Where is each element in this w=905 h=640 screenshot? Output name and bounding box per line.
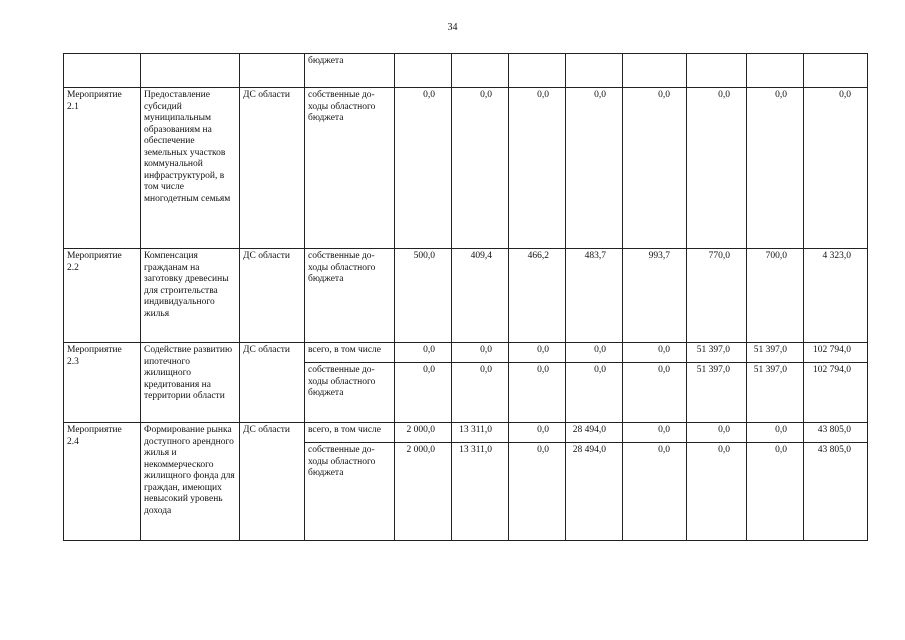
cell-code: Мероприятие 2.2 xyxy=(64,249,141,343)
cell-executor: ДС области xyxy=(240,249,305,343)
cell-value: 0,0 xyxy=(509,443,566,541)
cell-source: собственные до- ходы областного бюджета xyxy=(305,363,395,423)
cell-value: 0,0 xyxy=(623,423,687,443)
continuation-row xyxy=(64,54,868,88)
cell-value: 0,0 xyxy=(395,88,452,249)
cell-value: 0,0 xyxy=(687,443,747,541)
cell-value: 0,0 xyxy=(452,88,509,249)
cell-value: 2 000,0 xyxy=(395,443,452,541)
cell-value xyxy=(509,54,566,88)
table-row xyxy=(64,88,868,249)
page-number: 34 xyxy=(447,22,458,33)
cell-value: 0,0 xyxy=(623,443,687,541)
cell-value: 102 794,0 xyxy=(804,343,868,363)
cell-value: 0,0 xyxy=(623,88,687,249)
cell-value: 43 805,0 xyxy=(804,443,868,541)
cell-value: 409,4 xyxy=(452,249,509,343)
cell-value: 0,0 xyxy=(509,343,566,363)
cell-value xyxy=(623,54,687,88)
cell-executor: ДС области xyxy=(240,423,305,541)
cell-source: собственные до- ходы областного бюджета xyxy=(305,88,395,249)
cell-value: 0,0 xyxy=(395,363,452,423)
cell-value: 102 794,0 xyxy=(804,363,868,423)
cell-name: Компенсация гражданам на заготовку древесины для строительства индивидуального жилья xyxy=(141,249,240,343)
cell-value: 0,0 xyxy=(747,443,804,541)
cell-value: 13 311,0 xyxy=(452,443,509,541)
cell-value: 51 397,0 xyxy=(687,363,747,423)
cell-value: 13 311,0 xyxy=(452,423,509,443)
cell-source: всего, в том числе xyxy=(305,343,395,363)
cell-source: собственные до- ходы областного бюджета xyxy=(305,249,395,343)
cell-code: Мероприятие 2.3 xyxy=(64,343,141,423)
cell-value: 0,0 xyxy=(452,363,509,423)
cell-value: 0,0 xyxy=(509,423,566,443)
cell-value xyxy=(395,54,452,88)
cell-executor: ДС области xyxy=(240,88,305,249)
cell-executor xyxy=(240,54,305,88)
budget-table xyxy=(63,53,868,541)
cell-value: 0,0 xyxy=(509,363,566,423)
cell-value: 4 323,0 xyxy=(804,249,868,343)
cell-value: 500,0 xyxy=(395,249,452,343)
cell-value: 770,0 xyxy=(687,249,747,343)
table-row xyxy=(64,249,868,343)
cell-value: 28 494,0 xyxy=(566,443,623,541)
cell-value xyxy=(747,54,804,88)
cell-value: 0,0 xyxy=(687,423,747,443)
cell-source: всего, в том числе xyxy=(305,423,395,443)
cell-code xyxy=(64,54,141,88)
cell-value: 0,0 xyxy=(747,88,804,249)
cell-value: 0,0 xyxy=(452,343,509,363)
cell-value: 993,7 xyxy=(623,249,687,343)
cell-value: 0,0 xyxy=(566,363,623,423)
cell-value xyxy=(452,54,509,88)
cell-value: 0,0 xyxy=(395,343,452,363)
cell-name: Содействие развитию ипотечного жилищного кредитования на территории области xyxy=(141,343,240,423)
cell-value: 2 000,0 xyxy=(395,423,452,443)
cell-name: Формирование рынка доступного арендного жилья и некоммерческого жилищного фонда для граждан, имеющих невысокий уровень дохода xyxy=(141,423,240,541)
cell-name xyxy=(141,54,240,88)
cell-source: собственные до- ходы областного бюджета xyxy=(305,443,395,541)
cell-value: 51 397,0 xyxy=(687,343,747,363)
cell-value: 51 397,0 xyxy=(747,363,804,423)
cell-value: 466,2 xyxy=(509,249,566,343)
cell-value: 51 397,0 xyxy=(747,343,804,363)
cell-code: Мероприятие 2.1 xyxy=(64,88,141,249)
cell-value: 0,0 xyxy=(509,88,566,249)
cell-executor: ДС области xyxy=(240,343,305,423)
cell-value: 0,0 xyxy=(623,363,687,423)
table-body xyxy=(64,54,868,541)
cell-value: 700,0 xyxy=(747,249,804,343)
cell-value: 0,0 xyxy=(747,423,804,443)
cell-source: бюджета xyxy=(305,54,395,88)
cell-value xyxy=(566,54,623,88)
cell-value xyxy=(687,54,747,88)
table-row xyxy=(64,423,868,443)
cell-value: 0,0 xyxy=(687,88,747,249)
cell-value xyxy=(804,54,868,88)
cell-value: 43 805,0 xyxy=(804,423,868,443)
cell-value: 0,0 xyxy=(804,88,868,249)
table-row xyxy=(64,343,868,363)
cell-value: 0,0 xyxy=(566,343,623,363)
cell-value: 483,7 xyxy=(566,249,623,343)
cell-value: 0,0 xyxy=(566,88,623,249)
cell-name: Предоставление субсидий муниципальным образованиям на обеспечение земельных участков коммунальной инфраструктурой, в том числе многодетным семьям xyxy=(141,88,240,249)
cell-value: 0,0 xyxy=(623,343,687,363)
cell-code: Мероприятие 2.4 xyxy=(64,423,141,541)
cell-value: 28 494,0 xyxy=(566,423,623,443)
